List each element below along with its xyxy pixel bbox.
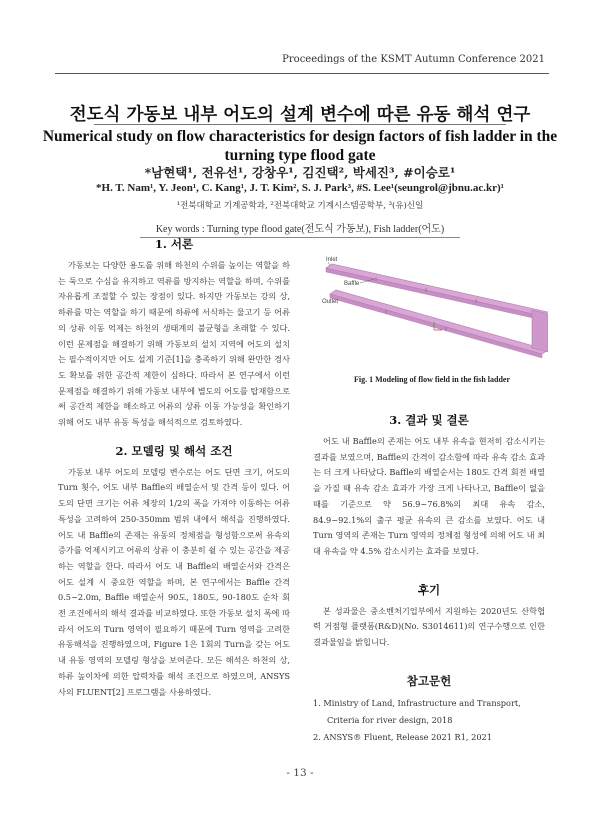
section-text-intro: 가동보는 다양한 용도를 위해 하천의 수위를 높이는 역할을 하는 둑으로 수심을 유지하고 역류를 방지하는 역할을 하며, 수위를 자유롭게 조절할 수 있는 장점이 있다. 하지만 가동보는 강의 상, 하류를 막는 역할을 하기 때문에 하류에 서식하는 물고기 등 어류의 상류 이동 억제는 하천의 생태계의 불균형을 초래할 수 있다. 이런 문제점을 해결하기 위해 가동보의 설치 지역에 어도의 설치는 필수적이지만 어도 설계 기준[1]을 충족하기 위해 완만한 경사도 확보를 위한 공간적 제한이 심하다. 따라서 본 연구에서 이런 문제점을 해결하기 위해 가동보 내부에 별도의 어도를 탑재함으로써 공간적 제한을 해소하고 어류의 상류 이동 가능성을 확인하기 위해 어도 내부 유동 특성을 해석적으로 검토하였다. (58, 260, 290, 428)
proceedings-header: Proceedings of the KSMT Autumn Conference 2021 (282, 54, 545, 65)
left-column (58, 236, 290, 700)
section-text-acknowledgement: 본 성과물은 중소벤처기업부에서 지원하는 2020년도 산학협력 거점형 플랫폼(R&D)(No. S3014611)의 연구수행으로 인한 결과물임을 밝힙니다. (313, 605, 545, 648)
section-text-results: 어도 내 Baffle의 존재는 어도 내부 유속을 현저히 감소시키는 결과를 보였으며, Baffle의 간격이 감소함에 따라 유속 감소 효과는 더 크게 나타났다. Baffle의 배열순서는 180도 간격 회전 배열을 가질 때 유속 감소 효과가 가장 크게 나타나고, Baffle이 없을 때를 기준으로 약 56.9~76.8%의 최대 유속 감소, 84.9~92.1%의 출구 평균 유속의 큰 감소를 보였다. 어도 내 Turn 영역의 존재는 Turn 영역의 정체점 형성에 의해 어도 내 최대 유속을 약 4.5% 감소시키는 효과를 보였다. (313, 436, 545, 556)
inlet-label: Inlet (326, 257, 338, 263)
section-heading-intro: 1. 서론 (154, 237, 194, 251)
paper-title-english: Numerical study on flow characteristics for design factors of fish ladder in the turning type flood gate (42, 128, 558, 164)
authors-korean: *남현택¹, 전유선¹, 강창우¹, 김진택², 박세진³, #이승로¹ (144, 165, 456, 180)
lower-channel (330, 290, 548, 354)
section-heading-references: 참고문헌 (406, 673, 452, 688)
section-heading-results: 3. 결과 및 결론 (389, 413, 469, 427)
turn-connector (532, 310, 548, 352)
reference-item: 2. ANSYS® Fluent, Release 2021 R1, 2021 (313, 731, 492, 742)
baffle-label: Baffle (344, 281, 360, 287)
authors-english: *H. T. Nam¹, Y. Jeon¹, C. Kang¹, J. T. Kim², S. J. Park³, #S. Lee¹(seungrol@jbnu.ac.kr)¹ (96, 182, 504, 194)
reference-item: 1. Ministry of Land, Infrastructure and Transport, Criteria for river design, 2018 (313, 697, 521, 725)
right-column (313, 412, 545, 746)
outlet-label: Outlet (322, 299, 339, 305)
section-heading-model: 2. 모델링 및 해석 조건 (115, 443, 233, 458)
paper-title-korean: 전도식 가동보 내부 어도의 설계 변수에 따른 유동 해석 연구 (69, 105, 531, 125)
section-heading-acknowledgement: 후기 (417, 582, 441, 597)
upper-channel (326, 264, 548, 316)
figure-caption: Fig. 1 Modeling of flow field in the fish ladder (354, 375, 510, 384)
section-text-model: 가동보 내부 어도의 모델링 변수로는 어도 단면 크기, 어도의 Turn 횟수, 어도 내부 Baffle의 배열순서 및 간격 등이 있다. 어도의 단면 크기는 어류 체장의 1/2의 폭을 가져야 이동하는 어류 특성을 고려하여 250-350mm 범위 내에서 해석을 진행하였다. 어도 내 Baffle의 존재는 유동의 정체점을 형성함으로써 유속의 증가를 억제시키고 어류의 상류 이 충분히 쉴 수 있는 공간을 제공하는 역할을 한다. 따라서 어도 내 Baffle의 배열순서와 간격은 어도 설계 시 중요한 역할을 하며, 본 연구에서는 Baffle 간격 0.5~2.0m, Baffle 배열순서 90도, 180도, 90-180도 순차 회전 조건에서의 해석 결과를 비교하였다. 또한 가동보 설치 폭에 따라서 어도의 Turn 영역이 필요하기 때문에 Turn 영역을 고려한 유동해석을 진행하였으며, Figure 1은 1회의 Turn을 갖는 어도 내 유동 영역의 모델링 형상을 보여준다. 모든 해석은 하천의 상, 하류 높이차에 의한 압력차를 해석 조건으로 하였으며, ANSYS 사의 FLUENT[2] 프로그램을 사용하였다. (58, 466, 290, 697)
affiliations: ¹전북대학교 기계공학과, ²전북대학교 기계시스템공학부, ³(유)신일 (176, 201, 424, 211)
upper-channel-side (326, 268, 542, 320)
fish-ladder-figure (316, 252, 548, 372)
keywords: Key words : Turning type flood gate(전도식 가동보), Fish ladder(어도) (155, 224, 445, 235)
title-underline (94, 124, 506, 125)
header-rule (55, 73, 549, 74)
page-number: - 13 - (286, 767, 314, 779)
